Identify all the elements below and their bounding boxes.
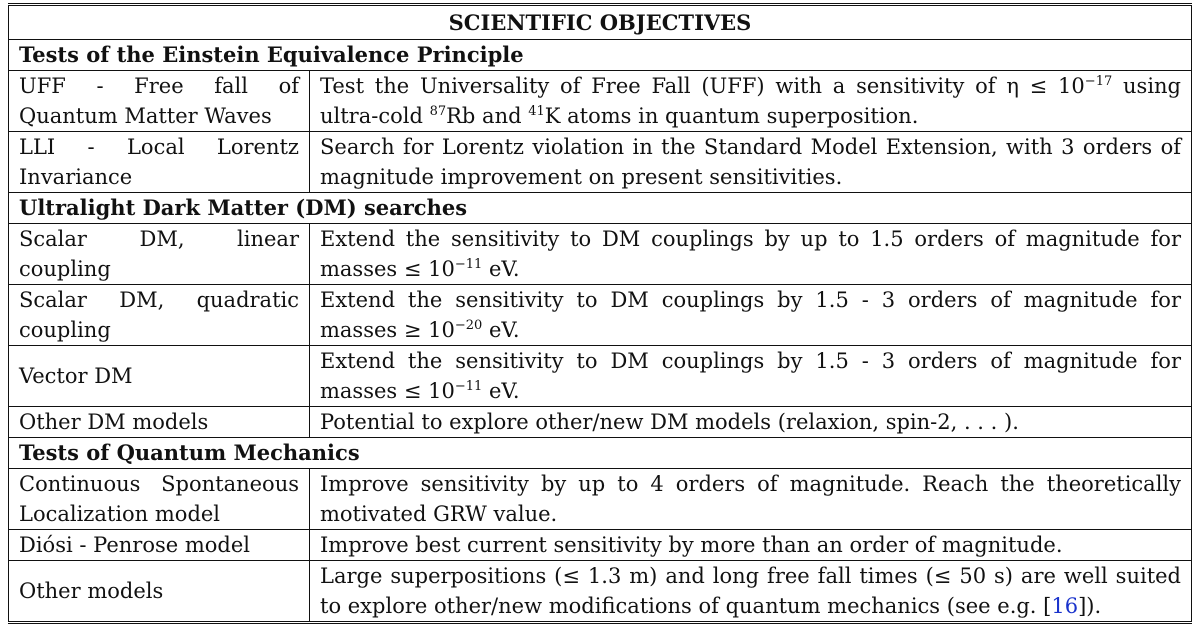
table-row [9, 407, 1192, 438]
table-row [9, 561, 1192, 623]
objective-name: Scalar DM, quadratic coupling [9, 285, 310, 346]
section-heading-row [9, 40, 1192, 71]
objective-name: Other DM models [9, 407, 310, 438]
objective-name: Vector DM [9, 346, 310, 407]
objectives-table [8, 3, 1192, 624]
table-row [9, 530, 1192, 561]
objective-name: UFF - Free fall of Quantum Matter Waves [9, 71, 310, 132]
objective-description: Improve best current sensitivity by more than an order of magnitude. [310, 530, 1192, 561]
table-row [9, 285, 1192, 346]
table-row [9, 132, 1192, 193]
objective-description: Large superpositions (≤ 1.3 m) and long free fall times (≤ 50 s) are well suited to explore other/new modifications of quantum mechanics (see e.g. [16]). [310, 561, 1192, 623]
objective-name: Other models [9, 561, 310, 623]
objective-description: Extend the sensitivity to DM couplings by 1.5 - 3 orders of magnitude for masses ≥ $10^{-20}$ eV. [310, 285, 1192, 346]
table-row [9, 71, 1192, 132]
objective-description: Potential to explore other/new DM models (relaxion, spin-2, . . . ). [310, 407, 1192, 438]
objective-name: LLI - Local Lorentz Invariance [9, 132, 310, 193]
section-heading-dark-matter: Ultralight Dark Matter (DM) searches [9, 193, 1192, 224]
objective-description: Extend the sensitivity to DM couplings by up to 1.5 orders of magnitude for masses ≤ $10^{-11}$ eV. [310, 224, 1192, 285]
objective-description: Test the Universality of Free Fall (UFF) with a sensitivity of $\eta \le 10^{-17}$ using ultra-cold $^{87}$Rb and $^{41}$K atoms in quantum superposition. [310, 71, 1192, 132]
table-title: SCIENTIFIC OBJECTIVES [9, 5, 1192, 40]
table-title-row [9, 5, 1192, 40]
section-heading-quantum-mechanics: Tests of Quantum Mechanics [9, 438, 1192, 469]
objective-name: Continuous Spontaneous Localization model [9, 469, 310, 530]
objective-description: Search for Lorentz violation in the Standard Model Extension, with 3 orders of magnitude improvement on present sensitivities. [310, 132, 1192, 193]
objective-description: Extend the sensitivity to DM couplings by 1.5 - 3 orders of magnitude for masses ≤ $10^{-11}$ eV. [310, 346, 1192, 407]
section-heading-row [9, 193, 1192, 224]
table-row [9, 469, 1192, 530]
objective-name: Scalar DM, linear coupling [9, 224, 310, 285]
objective-description: Improve sensitivity by up to 4 orders of magnitude. Reach the theoretically motivated GRW value. [310, 469, 1192, 530]
objective-name: Diósi - Penrose model [9, 530, 310, 561]
citation-link[interactable]: 16 [1051, 594, 1079, 618]
section-heading-row [9, 438, 1192, 469]
section-heading-eep: Tests of the Einstein Equivalence Principle [9, 40, 1192, 71]
table-row [9, 224, 1192, 285]
table-row [9, 346, 1192, 407]
